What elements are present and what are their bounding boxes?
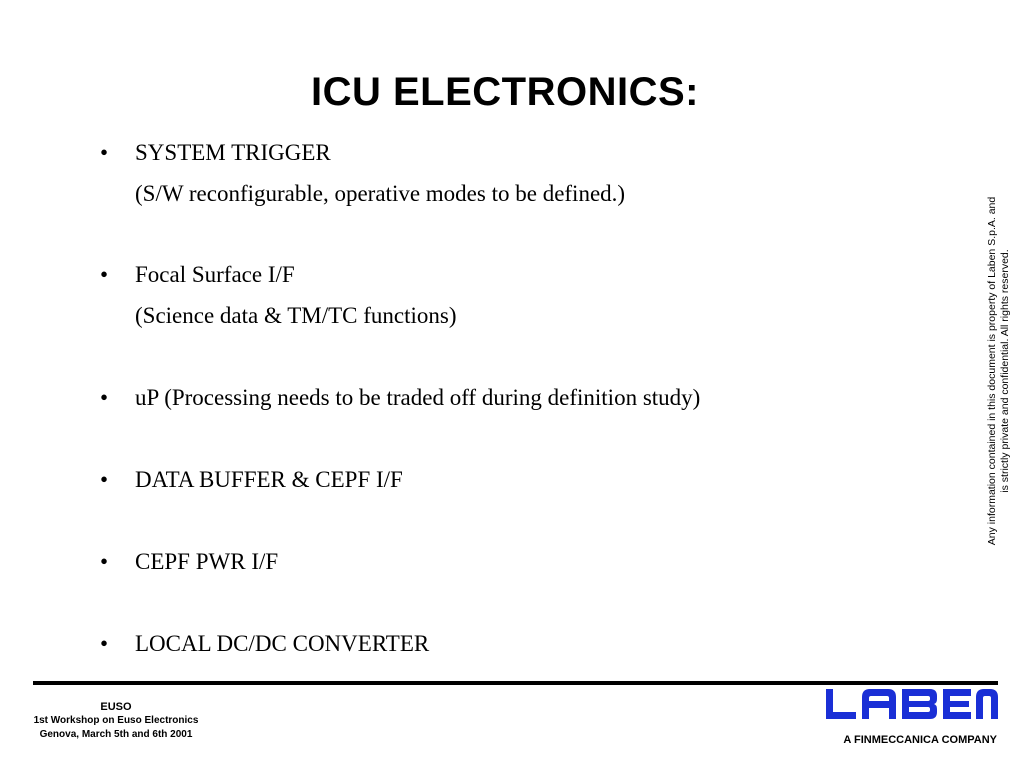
bullet-subtext: (Science data & TM/TC functions): [135, 303, 457, 328]
bullet-dot: •: [100, 140, 109, 165]
bullet-item: [100, 378, 920, 418]
bullet-dot: •: [100, 262, 109, 287]
bullet-dot: •: [100, 385, 109, 410]
bullet-dot: •: [100, 467, 109, 492]
footer-event-info: [0, 700, 232, 742]
confidentiality-note: [984, 176, 1014, 566]
confidentiality-note-text: [986, 176, 1012, 566]
company-tagline: A FINMECCANICA COMPANY: [843, 734, 997, 746]
bullet-item: [100, 255, 920, 328]
slide-title: ICU ELECTRONICS:: [311, 70, 699, 114]
confidentiality-line-1: Any information contained in this document is property of Laben S.p.A. and: [986, 196, 998, 546]
bullet-item: [100, 460, 920, 500]
bullet-text: uP (Processing needs to be traded off during definition study): [135, 385, 701, 410]
bullet-dot: •: [100, 631, 109, 656]
bullet-text: SYSTEM TRIGGER: [135, 140, 331, 165]
bullet-item: [100, 542, 920, 582]
confidentiality-line-2: is strictly private and confidential. All rights reserved.: [999, 249, 1011, 493]
footer-location-date: Genova, March 5th and 6th 2001: [39, 729, 193, 740]
bullet-text: Focal Surface I/F: [135, 262, 295, 287]
bullet-item: [100, 624, 920, 664]
footer-project: EUSO: [100, 701, 132, 713]
bullet-dot: •: [100, 549, 109, 574]
bullet-text: CEPF PWR I/F: [135, 549, 279, 574]
bullet-item: [100, 133, 920, 206]
bullet-subtext: (S/W reconfigurable, operative modes to be defined.): [135, 181, 626, 206]
bullet-text: DATA BUFFER & CEPF I/F: [135, 467, 403, 492]
footer-event: 1st Workshop on Euso Electronics: [33, 715, 199, 726]
laben-logo: [826, 689, 998, 719]
footer-divider: [33, 681, 998, 685]
bullet-text: LOCAL DC/DC CONVERTER: [135, 631, 430, 656]
